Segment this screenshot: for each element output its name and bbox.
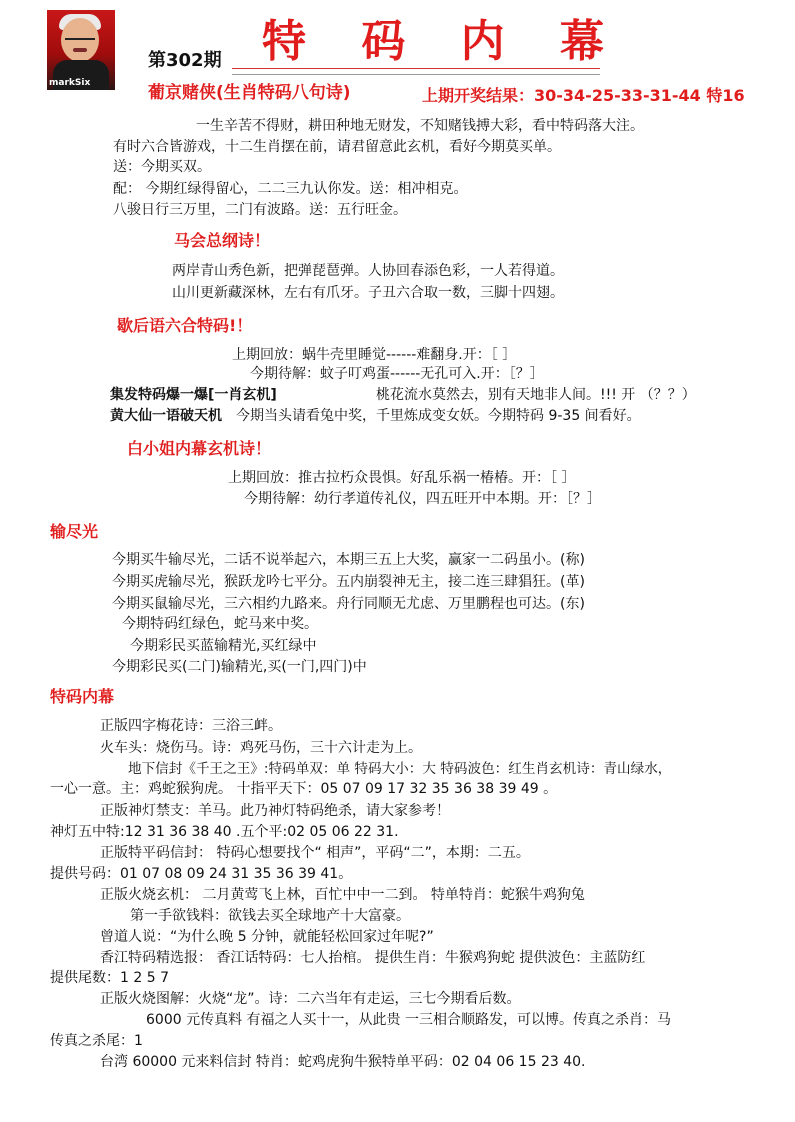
section-title-mahui: 马会总纲诗！ (174, 231, 271, 250)
tema-line-12: 香江特码精选报： 香江话特码：七人抬棺。 提供生肖：牛猴鸡狗蛇 提供波色：主蓝防红 (100, 950, 646, 966)
last-result: 上期开奖结果：30-34-25-33-31-44 特16 (422, 86, 745, 105)
tema-line-8: 提供号码：01 07 08 09 24 31 35 36 39 41。 (50, 866, 353, 882)
tema-line-16: 传真之杀尾：1 (50, 1033, 143, 1049)
shujin-line-2: 今期买虎输尽光，猴跃龙吟七平分。五内崩裂神无主，接二连三肆猖狂。(革) (112, 574, 585, 590)
issue-number: 第302期 (148, 50, 222, 71)
xiehou-line-2: 今期待解：蚊子叮鸡蛋------无孔可入.开：［？］ (250, 366, 544, 382)
tema-line-4: 一心一意。主：鸡蛇猴狗虎。 十指平天下：05 07 09 17 32 35 36 38 39 49 。 (50, 781, 558, 797)
section-title-xiehou: 歇后语六合特码!！ (117, 316, 253, 335)
shujin-line-6: 今期彩民买(二门)输精光,买(一门,四门)中 (112, 659, 367, 675)
tema-line-2: 火车头：烧伤马。诗：鸡死马伤，三十六计走为上。 (100, 740, 422, 756)
section-title-bai: 白小姐内幕玄机诗！ (127, 439, 272, 458)
poem-line-2: 有时六合皆游戏，十二生肖摆在前，请君留意此玄机，看好今期莫买单。 (113, 139, 561, 155)
tema-line-5: 正版神灯禁支：羊马。此乃神灯特码绝杀，请大家参考！ (100, 803, 450, 819)
mahui-line-1: 两岸青山秀色新，把弹琵琶弹。人协回春添色彩，一人若得道。 (172, 263, 564, 279)
bai-line-2: 今期待解：幼行孝道传礼仪，四五旺开中本期。开：［？］ (244, 491, 601, 507)
page-title: 特 码 内 幕 (262, 16, 624, 67)
poem-line-1: 一生辛苦不得财，耕田种地无财发，不知赌钱搏大彩，看中特码落大注。 (196, 118, 644, 134)
poem-line-5: 八骏日行三万里，二门有波路。送：五行旺金。 (113, 202, 407, 218)
xiehou-line-1: 上期回放：蜗牛壳里睡觉------难翻身.开：［ ］ (232, 347, 517, 363)
shujin-line-3: 今期买鼠输尽光，三六相约九路来。舟行同顺无尤虑、万里鹏程也可达。(东) (112, 596, 585, 612)
tema-line-11: 曾道人说：“为什么晚 5 分钟，就能轻松回家过年呢?” (100, 929, 434, 945)
tema-line-10: 第一手欲钱料：欲钱去买全球地产十大富豪。 (130, 908, 410, 924)
shujin-line-5: 今期彩民买蓝输精光,买红绿中 (130, 638, 317, 654)
logo-avatar (47, 10, 115, 90)
title-divider-2 (232, 74, 600, 75)
section-title-temaneimu: 特码内幕 (50, 687, 115, 706)
poem-line-3: 送：今期买双。 (113, 159, 211, 175)
tema-line-1: 正版四字梅花诗：三浴三衅。 (100, 718, 282, 734)
poem-line-4: 配： 今期红绿得留心，二二三九认你发。送：相冲相克。 (113, 181, 468, 197)
tema-line-17: 台湾 60000 元来料信封 特肖：蛇鸡虎狗牛猴特单平码：02 04 06 15 23 40. (100, 1054, 586, 1070)
subtitle: 葡京赌侠(生肖特码八句诗) (148, 83, 351, 103)
tema-line-15: 6000 元传真料 有福之人买十一，从此贵 一三相合顺路发，可以博。传真之杀肖：马 (146, 1012, 671, 1028)
bai-line-1: 上期回放：推古拉朽众畏惧。好乱乐祸一椿椿。开：［ ］ (228, 470, 576, 486)
tema-line-3: 地下信封《千王之王》:特码单双：单 特码大小：大 特码波色：红生肖玄机诗：青山绿水， (128, 761, 672, 777)
tema-line-13: 提供尾数：1 2 5 7 (50, 970, 169, 986)
shujin-line-1: 今期买牛输尽光，二话不说举起六，本期三五上大奖，赢家一二码虽小。(称) (112, 552, 585, 568)
xiehou-line-3-label: 集发特码爆一爆[一肖玄机] (110, 387, 277, 403)
tema-line-14: 正版火烧图解：火烧“龙”。诗：二六当年有走运，三七今期看后数。 (100, 991, 521, 1007)
logo-text: markSix (49, 77, 91, 88)
tema-line-6: 神灯五中特:12 31 36 38 40 .五个平:02 05 06 22 31. (50, 824, 399, 840)
xiehou-line-4-text: 今期当头请看兔中奖，千里炼成变女妖。今期特码 9-35 间看好。 (236, 408, 641, 424)
mahui-line-2: 山川更新藏深林，左右有爪牙。子丑六合取一数，三脚十四翅。 (172, 285, 564, 301)
tema-line-9: 正版火烧玄机： 二月黄莺飞上林，百忙中中一二到。 特单特肖：蛇猴牛鸡狗兔 (100, 887, 585, 903)
xiehou-line-4-label: 黄大仙一语破天机 (110, 408, 222, 424)
shujin-line-4: 今期特码红绿色，蛇马来中奖。 (122, 616, 318, 632)
xiehou-line-3-text: 桃花流水莫然去，别有天地非人间。!!! 开 （？？） (376, 387, 696, 403)
title-divider (232, 68, 600, 69)
tema-line-7: 正版特平码信封： 特码心想要找个“ 相声”，平码“二”，本期：二五。 (100, 845, 530, 861)
section-title-shujin: 输尽光 (50, 522, 99, 541)
